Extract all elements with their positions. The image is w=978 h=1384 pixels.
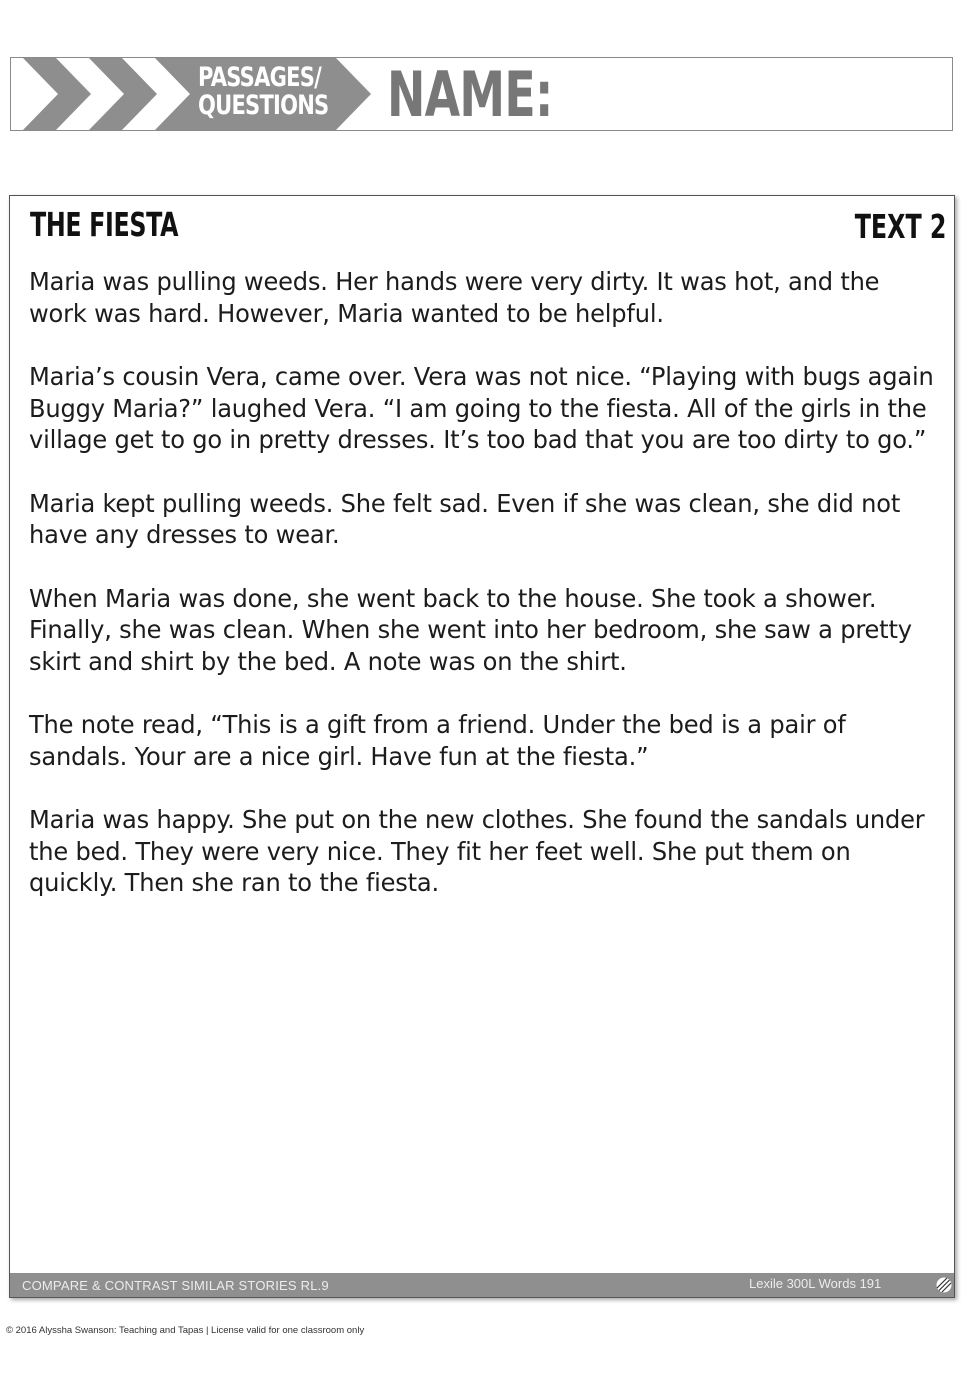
paragraph: Maria was pulling weeds. Her hands were very dirty. It was hot, and the work was hard. However, Maria wanted to be helpful. (29, 267, 880, 328)
standard-label: COMPARE & CONTRAST SIMILAR STORIES RL.9 (22, 1278, 329, 1293)
name-label: NAME: (387, 58, 553, 131)
section-label-line2: QUESTIONS (198, 90, 329, 121)
striped-logo-icon (936, 1277, 952, 1293)
paragraph: Maria was happy. She put on the new clothes. She found the sandals under the bed. They were very nice. They fit her feet well. She put them on quickly. Then she ran to the fiesta. (29, 805, 925, 897)
section-label-line1: PASSAGES/ (198, 62, 322, 93)
paragraph: The note read, “This is a gift from a friend. Under the bed is a pair of sandals. Your are a nice girl. Have fun at the fiesta.” (29, 710, 846, 771)
copyright-notice: © 2016 Alyssha Swanson: Teaching and Tapas | License valid for one classroom only (6, 1325, 365, 1336)
section-label (198, 62, 329, 121)
paragraph: When Maria was done, she went back to the house. She took a shower. Finally, she was clean. When she went into her bedroom, she saw a pretty skirt and shirt by the bed. A note was on the shirt. (29, 583, 912, 676)
passage-card (9, 195, 955, 1298)
paragraph: Maria’s cousin Vera, came over. Vera was not nice. “Playing with bugs again Buggy Maria?” laughed Vera. “I am going to the fiesta. All of the girls in the village get to go in pretty dresses. It’s too bad that you are too dirty to go.” (29, 362, 934, 454)
worksheet-header (10, 57, 953, 131)
text-number: TEXT 2 (854, 207, 946, 246)
lexile-info: Lexile 300L Words 191 (749, 1276, 882, 1291)
passage-title: THE FIESTA (30, 205, 179, 244)
paragraph: Maria kept pulling weeds. She felt sad. Even if she was clean, she did not have any dresses to wear. (29, 488, 901, 549)
passage-body (29, 266, 949, 931)
card-footer (10, 1273, 954, 1297)
